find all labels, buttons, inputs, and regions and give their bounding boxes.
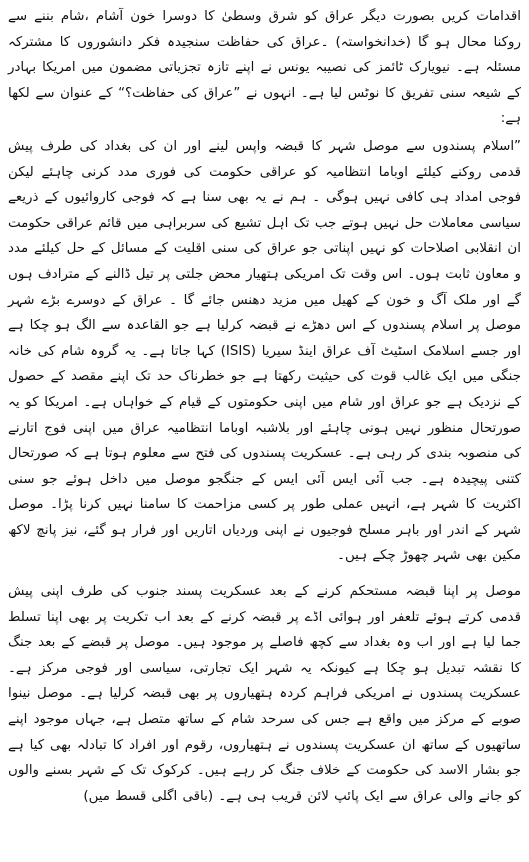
article-paragraph-intro: اقدامات کریں بصورت دیگر عراق کو شرق وسطیٰ کا دوسرا خون آشام ،شام بننے سے روکنا محال ہو گا (خدانخواستہ) ۔عراق کی حفاظت سنجیدہ فکر دانشوروں کا مشترکہ مسئلہ ہے۔ نیویارک ٹائمز کی نصیبہ یونس نے اپنے تازہ تجزیاتی مضمون میں امریکا بہادر کے شیعہ سنی تفریق کا نوٹس لیا ہے۔ انہوں نے ”عراق کی حفاظت؟“ کے عنوان سے لکھا ہے: [8, 9, 521, 127]
article-paragraph-mosul: موصل پر اپنا قبضہ مستحکم کرنے کے بعد عسکریت پسند جنوب کی طرف اپنی پیش قدمی کرتے ہوئے تلعفر اور ہوائی اڈے پر قبضہ کرنے کے بعد اب تکریت پر بھی اپنا تسلط جما لیا ہے اور اب وہ بغداد سے کچھ فاصلے پر موجود ہیں۔ موصل پر قبضے کے بعد جنگ کا نقشہ تبدیل ہو چکا ہے کیونکہ یہ شہر ایک تجارتی، سیاسی اور فوجی مرکز ہے۔ عسکریت پسندوں نے امریکی فراہم کردہ ہتھیاروں پر بھی قبضہ کرلیا ہے۔ موصل نینوا صوبے کے مرکز میں واقع ہے جس کی سرحد شام کے ساتھ متصل ہے، جہاں موجود اپنے ساتھیوں کے ساتھ ان عسکریت پسندوں نے ہتھیاروں، رقوم اور افراد کا تبادلہ بھی کیا ہے جو بشار الاسد کی حکومت کے خلاف جنگ کر رہے ہیں۔ کرکوک تک کے شہر بسنے والوں کو جانے والی عراق سے ایک پائپ لائن قریب ہی ہے۔ (باقی اگلی قسط میں) [8, 584, 521, 804]
article-paragraph-quote: ”اسلام پسندوں سے موصل شہر کا قبضہ واپس لینے اور ان کی بغداد کی طرف پیش قدمی روکنے کیلئے اوباما انتظامیہ کو عراقی حکومت کی فوری مدد کرنی چاہئے لیکن فوجی امداد ہی کافی نہیں ہوگی ۔ ہم نے یہ بھی سنا ہے کہ فوجی کاروائیوں کے ذریعے سیاسی معاملات حل نہیں ہوتے جب تک اہل تشیع کی سربراہی میں قائم عراقی حکومت ان انقلابی اصلاحات کو نہیں اپناتی جو عراق کی سنی اقلیت کے مسائل کے حل کیلئے مدد و معاون ثابت ہوں۔ اس وقت تک امریکی ہتھیار محض جلتی پر تیل ڈالنے کے مترادف ہوں گے اور ملک آگ و خون کے کھیل میں مزید دھنس جائے گا ۔ عراق کے دوسرے بڑے شہر موصل پر اسلام پسندوں کے اس دھڑے نے قبضہ کرلیا ہے جو القاعدہ سے الگ ہو چکا ہے اور جسے اسلامک اسٹیٹ آف عراق اینڈ سیریا (ISIS) کہا جاتا ہے۔ یہ گروہ شام کی خانہ جنگی میں ایک غالب قوت کی حیثیت رکھتا ہے جو خطرناک حد تک اپنے مقصد کے حصول کے نزدیک ہے جو عراق اور شام میں اپنی حکومتوں کے قیام کے خواہاں ہے۔ امریکا کو یہ صورتحال منظور نہیں ہونی چاہئے اور بلاشبہ اوباما انتظامیہ عراق میں اپنی فوج اتارنے کی منصوبہ بندی کر رہی ہے۔ عسکریت پسندوں کی فتح سے معلوم ہوتا ہے کہ صورتحال کتنی پیچیدہ ہے۔ جب آئی ایس آئی ایس کے جنگجو موصل میں داخل ہوئے جو سنی اکثریت کا شہر ہے، انہیں عملی طور پر کسی مزاحمت کا سامنا نہیں کرنا پڑا۔ موصل شہر کے اندر اور باہر مسلح فوجیوں نے اپنی وردیاں اتاریں اور فرار ہو گئے، نیز پانچ لاکھ مکین بھی شہر چھوڑ چکے ہیں۔ [8, 138, 521, 564]
